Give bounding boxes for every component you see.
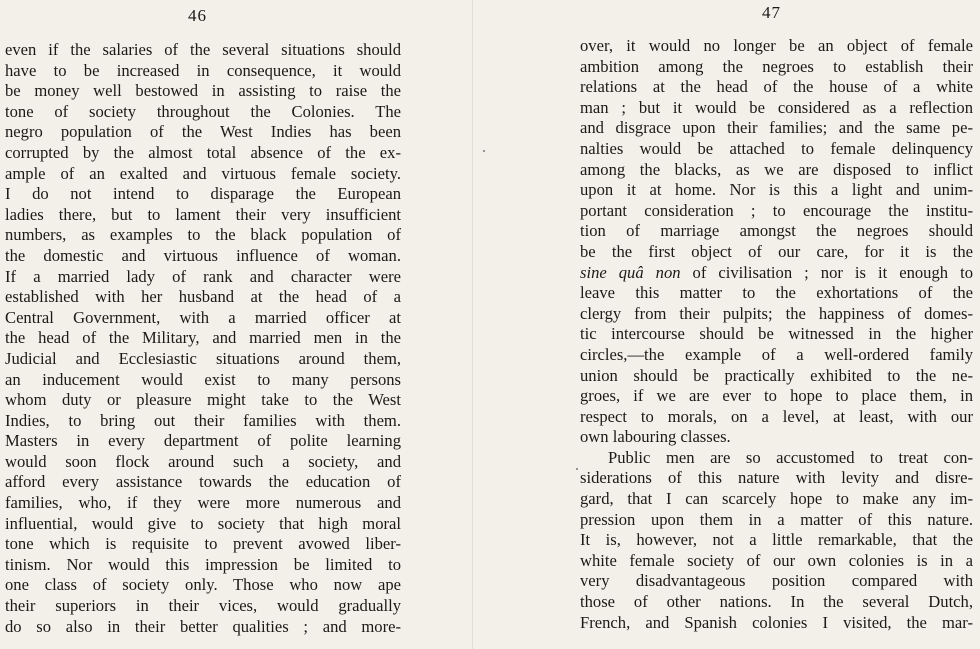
text-line: tion of marriage amongst the negroes should: [580, 221, 973, 241]
text-line: negro population of the West Indies has been: [5, 122, 401, 142]
left-page-text: [5, 40, 401, 637]
text-line: French, and Spanish colonies I visited, the mar-: [580, 612, 973, 632]
text-line: Masters in every department of polite learning: [5, 431, 401, 451]
text-fragment: of civilisation ; nor is it enough to: [680, 262, 973, 282]
text-line: whom duty or pleasure might take to the West: [5, 390, 401, 410]
page-gutter: [472, 0, 473, 649]
text-line: would soon flock around such a society, and: [5, 451, 401, 471]
text-line: siderations of this nature with levity and disre-: [580, 468, 973, 488]
text-line: portant consideration ; to encourage the institu-: [580, 200, 973, 220]
text-line: relations at the head of the house of a white: [580, 77, 973, 97]
text-line: tic intercourse should be witnessed in the higher: [580, 324, 973, 344]
text-line: among the blacks, as we are disposed to inflict: [580, 159, 973, 179]
text-line: ample of an exalted and virtuous female society.: [5, 163, 401, 183]
text-line: their superiors in their vices, would gradually: [5, 596, 401, 616]
text-line: nalties would be attached to female delinquency: [580, 138, 973, 158]
text-line: pression upon them in a matter of this nature.: [580, 509, 973, 529]
text-line: upon it at home. Nor is this a light and unim-: [580, 180, 973, 200]
text-line: the head of the Military, and married men in the: [5, 328, 401, 348]
text-line: corrupted by the almost total absence of the ex-: [5, 142, 401, 162]
text-line: gard, that I can scarcely hope to make any im-: [580, 489, 973, 509]
right-page-text: [580, 36, 973, 633]
text-line: respect to morals, on a level, at least, with our: [580, 406, 973, 426]
text-line: an inducement would exist to many persons: [5, 369, 401, 389]
text-line: very disadvantageous position compared with: [580, 571, 973, 591]
text-line: tone which is requisite to prevent avowed liber-: [5, 534, 401, 554]
text-line: man ; but it would be considered as a reflection: [580, 97, 973, 117]
paper-speck: [483, 150, 485, 152]
text-line: established with her husband at the head of a: [5, 287, 401, 307]
text-line: influential, would give to society that high moral: [5, 513, 401, 533]
text-line: tone of society throughout the Colonies. The: [5, 101, 401, 121]
text-line: families, who, if they were more numerous and: [5, 493, 401, 513]
text-line: tinism. Nor would this impression be limited to: [5, 554, 401, 574]
text-line: I do not intend to disparage the European: [5, 184, 401, 204]
right-page-number: 47: [762, 3, 781, 22]
text-line: do so also in their better qualities ; and more-: [5, 616, 401, 636]
text-line: Central Government, with a married officer at: [5, 307, 401, 327]
text-line: It is, however, not a little remarkable, that the: [580, 530, 973, 550]
text-line: be money well bestowed in assisting to raise the: [5, 81, 401, 101]
text-line: leave this matter to the exhortations of the: [580, 283, 973, 303]
text-line: afford every assistance towards the education of: [5, 472, 401, 492]
text-line: white female society of our own colonies is in a: [580, 550, 973, 570]
text-line: ambition among the negroes to establish their: [580, 56, 973, 76]
text-line: Public men are so accustomed to treat con-: [608, 447, 973, 467]
text-line: ladies there, but to lament their very insufficient: [5, 204, 401, 224]
text-line: clergy from their pulpits; the happiness of domes-: [580, 303, 973, 323]
left-page-number: 46: [188, 6, 207, 25]
text-line: numbers, as examples to the black population of: [5, 225, 401, 245]
text-line: Indies, to bring out their families with them.: [5, 410, 401, 430]
text-line: If a married lady of rank and character were: [5, 266, 401, 286]
text-line: groes, if we are ever to hope to place them, in: [580, 386, 973, 406]
text-line: one class of society only. Those who now ape: [5, 575, 401, 595]
text-line: over, it would no longer be an object of female: [580, 36, 973, 55]
text-line: and disgrace upon their families; and the same pe-: [580, 118, 973, 138]
text-line: the domestic and virtuous influence of woman.: [5, 245, 401, 265]
text-line: union should be practically exhibited to the ne-: [580, 365, 973, 385]
text-line: be the first object of our care, for it is the: [580, 241, 973, 261]
text-line: Judicial and Ecclesiastic situations around them,: [5, 348, 401, 368]
paper-speck: [576, 468, 578, 470]
italic-phrase: sine quâ non: [580, 262, 681, 282]
text-line: own labouring classes.: [580, 427, 731, 447]
text-line: circles,—the example of a well-ordered family: [580, 344, 973, 364]
text-line: those of other nations. In the several Dutch,: [580, 592, 973, 612]
text-line-with-italic: [580, 263, 973, 284]
text-line: even if the salaries of the several situations should: [5, 40, 401, 59]
text-line: have to be increased in consequence, it would: [5, 60, 401, 80]
